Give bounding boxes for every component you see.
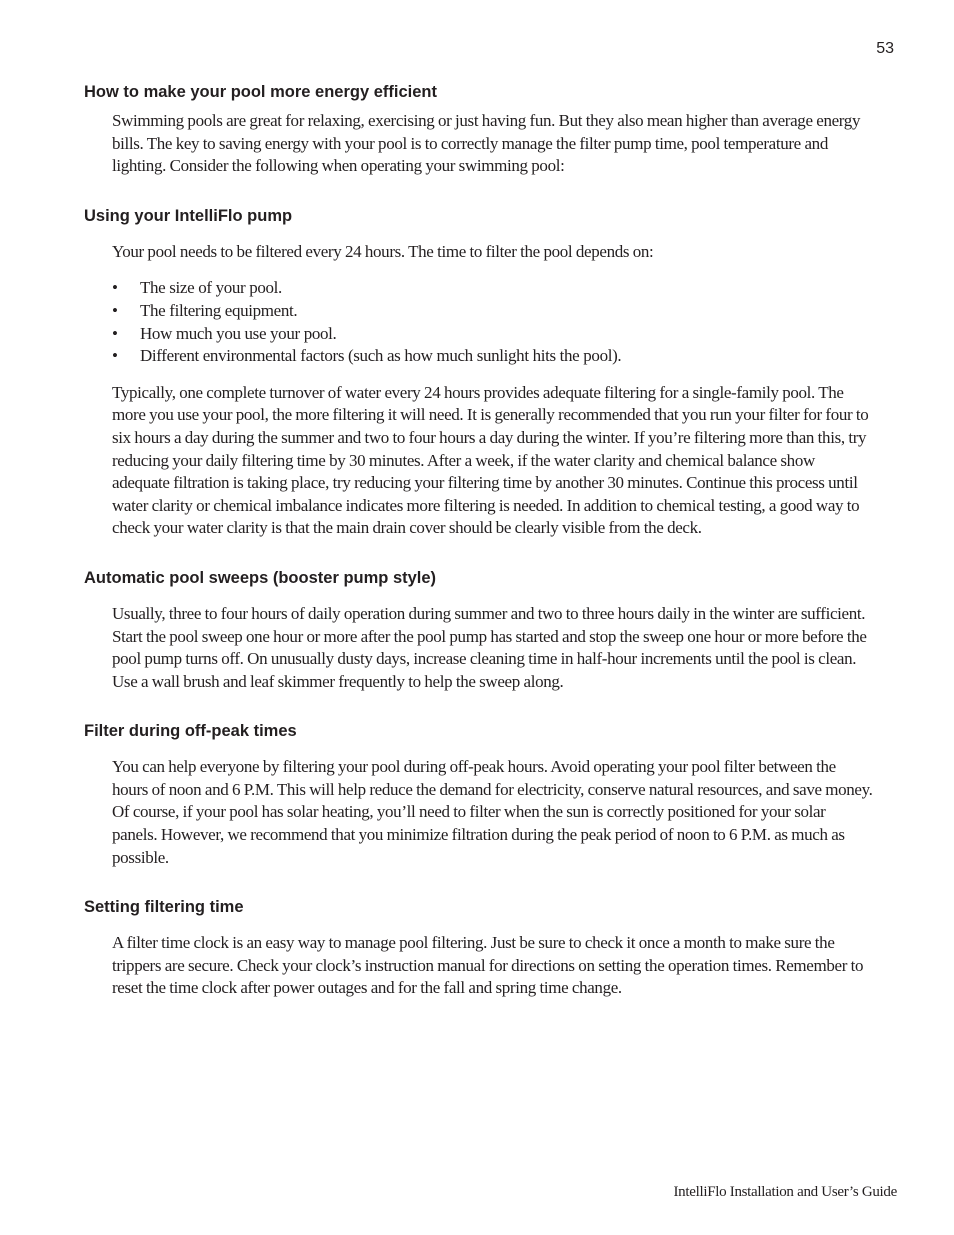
- bullet-icon: •: [112, 278, 118, 298]
- section-heading: Using your IntelliFlo pump: [84, 206, 293, 225]
- section-off-peak: [84, 721, 874, 869]
- body-paragraph: You can help everyone by filtering your pool during off-peak hours. Avoid operating your pool filter between the hours of noon and 6 P.M. This will help reduce the demand for electricity, conserve natural resources, and save money. Of course, if your pool has solar heating, you’ll need to filter when the sun is correctly positioned for your solar panels. However, we recommend that you minimize filtration during the peak period of noon to 6 P.M. as much as possible.: [112, 757, 873, 867]
- list-item-text: Different environmental factors (such as how much sunlight hits the pool).: [140, 346, 622, 366]
- section-heading: Filter during off-peak times: [84, 722, 297, 741]
- body-paragraph: Your pool needs to be filtered every 24 hours. The time to filter the pool depends on:: [112, 241, 654, 261]
- page-content: [84, 82, 874, 1000]
- body-paragraph: A filter time clock is an easy way to manage pool filtering. Just be sure to check it once a month to make sure the trippers are secure. Check your clock’s instruction manual for directions on setting the operation times. Remember to reset the time clock after power outages and for the fall and spring time change.: [112, 933, 864, 998]
- body-paragraph: Swimming pools are great for relaxing, exercising or just having fun. But they also mean higher than average energy bills. The key to saving energy with your pool is to correctly manage the filter pump time, pool temperature and lighting. Consider the following when operating your swimming pool:: [112, 111, 861, 176]
- section-pool-sweeps: [84, 568, 874, 693]
- page-number: 53: [876, 40, 894, 57]
- list-item-text: The filtering equipment.: [140, 300, 298, 320]
- bullet-icon: •: [112, 300, 118, 320]
- bullet-icon: •: [112, 323, 118, 343]
- list-item-text: The size of your pool.: [140, 278, 282, 298]
- section-heading: How to make your pool more energy efficient: [84, 83, 437, 101]
- footer-guide-title: IntelliFlo Installation and User’s Guide: [673, 1184, 897, 1200]
- section-energy-efficient: [84, 82, 874, 178]
- list-item-text: How much you use your pool.: [140, 323, 337, 343]
- body-paragraph: Typically, one complete turnover of water every 24 hours provides adequate filtering for a single-family pool. The more you use your pool, the more filtering it will need. It is generally recommended that you run your filter for four to six hours a day during the summer and two to four hours a day during the winter. If you’re filtering more than this, try reducing your daily filtering time by 30 minutes. After a week, if the water clarity and chemical balance show adequate filtration is taking place, try reducing your filtering time by another 30 minutes. Continue this process until water clarity or chemical imbalance indicates more filtering is needed. In addition to chemical testing, a good way to check your water clarity is that the main drain cover should be clearly visible from the deck.: [112, 382, 869, 538]
- list-item: [112, 300, 874, 323]
- list-item: [112, 345, 874, 368]
- list-item: [112, 323, 874, 346]
- section-heading: Setting filtering time: [84, 898, 244, 917]
- section-intelliflo-pump: [84, 206, 874, 540]
- body-paragraph: Usually, three to four hours of daily operation during summer and two to three hours daily in the winter are sufficient. Start the pool sweep one hour or more after the pool pump has started and stop the sweep one hour or more before the pool pump turns off. On unusually dusty days, increase cleaning time in half-hour increments until the pool is clean. Use a wall brush and leaf skimmer frequently to help the sweep along.: [112, 603, 867, 691]
- section-filtering-time: [84, 897, 874, 1000]
- list-item: [112, 277, 874, 300]
- section-heading: Automatic pool sweeps (booster pump style): [84, 568, 437, 587]
- bullet-list: [84, 277, 874, 367]
- bullet-icon: •: [112, 346, 118, 366]
